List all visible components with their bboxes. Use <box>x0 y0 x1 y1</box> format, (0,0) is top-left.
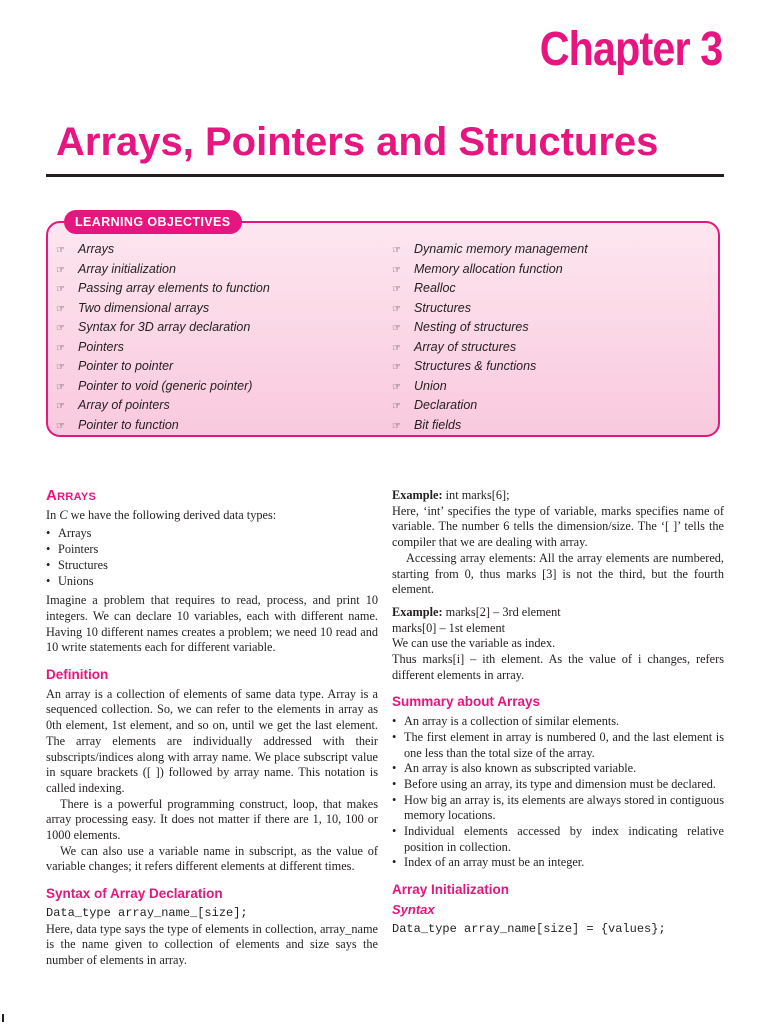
objective-item <box>392 377 712 397</box>
derived-type-item: • Pointers <box>46 542 378 558</box>
objective-item <box>56 240 376 260</box>
objective-label: Arrays <box>78 242 115 256</box>
learning-objectives-badge: LEARNING OBJECTIVES <box>64 210 242 234</box>
definition-heading: Definition <box>46 667 109 683</box>
objective-item <box>392 318 712 338</box>
objective-item <box>56 396 376 416</box>
objective-label: Two dimensional arrays <box>78 300 210 315</box>
definition-paragraph-1: An array is a collection of elements of same data type. Array is a sequenced collection. So, we can refer to the elements in array as 0th element, 1st element, and so on, until we get the last element. The array elements are individually addressed with their subscripts/indices along with array name. We place subscript value in square brackets ([ ]) followed by array name. This notation is called indexing. <box>46 686 378 795</box>
summary-item: • An array is also known as subscripted variable. <box>392 761 724 777</box>
objective-item <box>392 260 712 280</box>
objective-item <box>392 299 712 319</box>
summary-item: • Index of an array must be an integer. <box>392 855 724 871</box>
objective-label: Pointer to void (generic pointer) <box>78 378 253 393</box>
objective-item <box>392 279 712 299</box>
pointing-hand-icon: ☞ <box>392 381 401 393</box>
objective-item <box>392 357 712 377</box>
pointing-hand-icon: ☞ <box>392 264 401 276</box>
objective-label: Array of pointers <box>78 398 170 412</box>
objective-item <box>392 416 712 436</box>
summary-item: • The first element in array is numbered 0, and the last element is one less than the total size of the array. <box>392 730 724 761</box>
objective-item <box>56 279 376 299</box>
objective-label: Nesting of structures <box>414 320 529 334</box>
objective-label: Array of structures <box>414 339 517 354</box>
syntax-subheading: Syntax <box>392 901 435 917</box>
objective-item <box>56 338 376 358</box>
pointing-hand-icon: ☞ <box>56 323 65 334</box>
objective-item <box>56 377 376 397</box>
objective-item <box>56 416 376 436</box>
pointing-hand-icon: ☞ <box>56 381 65 393</box>
objective-label: Passing array elements to function <box>78 281 270 295</box>
example-label: Example: <box>392 488 443 502</box>
pointing-hand-icon: ☞ <box>392 284 401 295</box>
pointing-hand-icon: ☞ <box>56 420 65 432</box>
summary-item: • Individual elements accessed by index indicating relative position in collection. <box>392 824 724 855</box>
arrays-heading: Arrays <box>46 487 97 504</box>
definition-paragraph-3: We can also use a variable name in subscript, as the value of variable changes; it refers different elements at different times. <box>46 843 378 874</box>
objective-label: Structures <box>414 300 471 315</box>
summary-heading: Summary about Arrays <box>392 694 541 710</box>
pointing-hand-icon: ☞ <box>392 303 401 315</box>
summary-item: • How big an array is, its elements are always stored in contiguous memory locations. <box>392 793 724 824</box>
derived-types-intro: In C we have the following derived data types: <box>46 507 277 522</box>
pointing-hand-icon: ☞ <box>56 264 65 276</box>
objective-item <box>56 357 376 377</box>
objective-label: Realloc <box>414 281 456 295</box>
objective-label: Structures & functions <box>414 359 537 373</box>
objective-label: Union <box>414 378 447 393</box>
objective-label: Pointers <box>78 339 124 354</box>
objective-item <box>392 338 712 358</box>
derived-type-item: • Unions <box>46 574 378 590</box>
syntax-description: Here, data type says the type of elements in collection, array_name is the name given to collection of elements and size says the number of elements in array. <box>46 921 378 967</box>
summary-list <box>392 714 724 871</box>
objective-label: Pointer to pointer <box>78 359 174 373</box>
pointing-hand-icon: ☞ <box>392 245 401 256</box>
pointing-hand-icon: ☞ <box>56 303 65 315</box>
summary-item: • An array is a collection of similar elements. <box>392 714 724 730</box>
example-2-line-4: Thus marks[i] – ith element. As the value of i changes, refers different elements in array. <box>392 652 724 682</box>
derived-types-list <box>46 526 378 589</box>
page-edge-mark <box>2 1014 4 1022</box>
right-column <box>392 488 724 937</box>
title-divider <box>46 174 724 177</box>
accessing-paragraph: Accessing array elements: All the array elements are numbered, starting from 0, thus marks [3] is not the third, but the fourth element. <box>392 550 724 597</box>
pointing-hand-icon: ☞ <box>392 420 401 432</box>
objective-label: Syntax for 3D array declaration <box>78 320 251 334</box>
problem-paragraph: Imagine a problem that requires to read, process, and print 10 integers. We can declare 10 variables, each with different name. Having 10 different names creates a problem; we need 10 read and 10 write statements each for different variable. <box>46 593 378 655</box>
pointing-hand-icon: ☞ <box>392 401 401 412</box>
pointing-hand-icon: ☞ <box>56 362 65 373</box>
pointing-hand-icon: ☞ <box>392 342 401 354</box>
pointing-hand-icon: ☞ <box>56 245 65 256</box>
example-2-line-1: marks[2] – 3rd element <box>442 604 561 619</box>
objective-label: Memory allocation function <box>414 261 563 276</box>
example-2 <box>392 605 724 621</box>
syntax-code: Data_type array_name_[size]; <box>46 905 248 920</box>
objective-item <box>56 260 376 280</box>
example-1-description: Here, ‘int’ specifies the type of variable, marks specifies name of variable. The number 6 tells the dimension/size. The ‘[ ]’ tells the compiler that we are dealing with array. <box>392 503 724 550</box>
objective-label: Dynamic memory management <box>414 242 588 256</box>
chapter-number: Chapter 3 <box>539 23 722 76</box>
pointing-hand-icon: ☞ <box>392 323 401 334</box>
objective-item <box>56 318 376 338</box>
pointing-hand-icon: ☞ <box>56 342 65 354</box>
initialization-code: Data_type array_name[size] = {values}; <box>392 921 666 936</box>
objective-label: Array initialization <box>78 261 176 276</box>
objective-label: Declaration <box>414 398 478 412</box>
example-2-line-2: marks[0] – 1st element <box>392 620 506 635</box>
pointing-hand-icon: ☞ <box>56 401 65 412</box>
example-1 <box>392 488 724 504</box>
array-initialization-heading: Array Initialization <box>392 882 510 898</box>
objective-item <box>392 240 712 260</box>
chapter-title: Arrays, Pointers and Structures <box>56 120 659 164</box>
definition-paragraph-2: There is a powerful programming construct, loop, that makes array processing easy. It does not matter if there are 1, 10, 100 or 1000 elements. <box>46 796 378 843</box>
objective-label: Pointer to function <box>78 417 179 432</box>
pointing-hand-icon: ☞ <box>56 284 65 295</box>
summary-item: • Before using an array, its type and dimension must be declared. <box>392 777 724 793</box>
objective-item <box>392 396 712 416</box>
example-1-code: int marks[6]; <box>442 488 510 502</box>
pointing-hand-icon: ☞ <box>392 362 401 373</box>
derived-type-item: • Arrays <box>46 526 378 542</box>
objectives-list-right <box>392 240 712 435</box>
objective-label: Bit fields <box>414 417 462 432</box>
derived-type-item: • Structures <box>46 558 378 574</box>
objectives-list-left <box>56 240 376 435</box>
left-column <box>46 488 378 969</box>
example-label: Example: <box>392 604 443 619</box>
objective-item <box>56 299 376 319</box>
syntax-heading: Syntax of Array Declaration <box>46 886 223 902</box>
example-2-line-3: We can use the variable as index. <box>392 636 556 651</box>
